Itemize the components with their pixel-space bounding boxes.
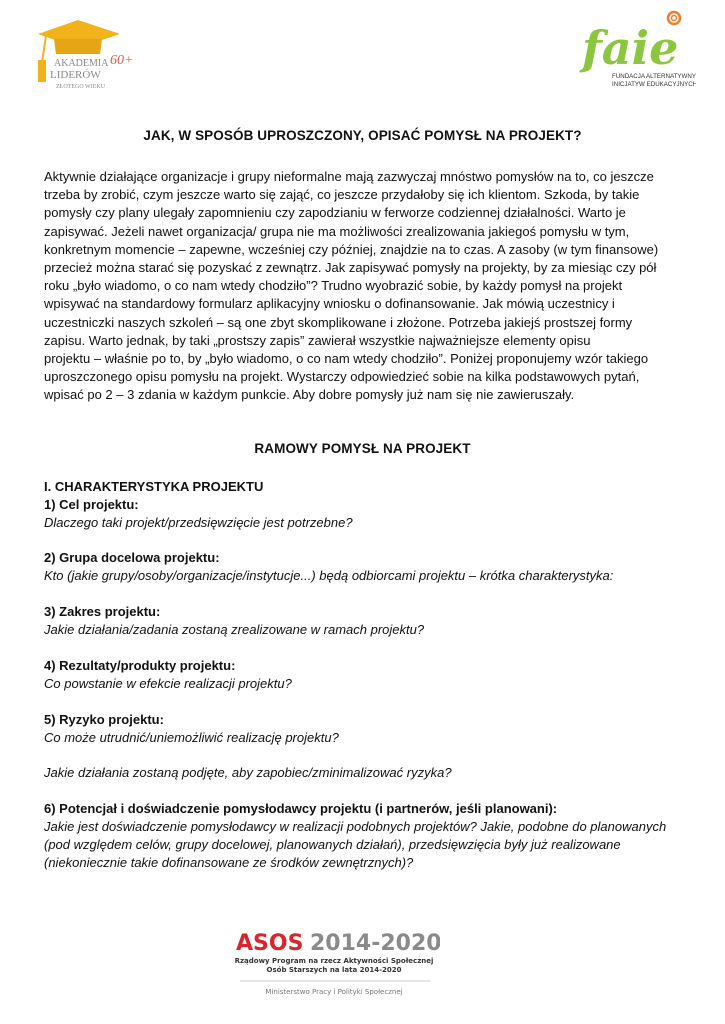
faie-line1: FUNDACJA ALTERNATYWNYCH bbox=[612, 73, 696, 80]
item-question-goal: Dlaczego taki projekt/przedsięwzięcie jest potrzebne? bbox=[44, 515, 353, 530]
intro-line: zapisywać. Jeżeli nawet organizacja/ grupa nie ma możliwości zrealizowania jakiegoś pomysłu w tym, bbox=[44, 223, 630, 239]
item-label-target-group: 2) Grupa docelowa projektu: bbox=[44, 550, 220, 565]
logo-left-line1: AKADEMIA bbox=[54, 58, 109, 69]
logo-left-badge: 60+ bbox=[110, 53, 134, 68]
logo-left-line2: LIDERÓW bbox=[50, 69, 101, 81]
item-scope bbox=[44, 603, 694, 639]
item-results bbox=[44, 657, 694, 693]
intro-line: zapisu. Warto jednak, by taki „prostszy zapis” zawierał wszystkie najważniejsze elementy opisu bbox=[44, 332, 591, 348]
asos-wordmark: ASOS bbox=[236, 931, 304, 956]
section-characteristics bbox=[44, 478, 694, 532]
faie-wordmark: faie bbox=[582, 21, 679, 75]
item-risk bbox=[44, 711, 694, 747]
faie-logo bbox=[578, 8, 696, 96]
asos-program-line1: Rządowy Program na rzecz Aktywności Społecznej bbox=[234, 957, 434, 965]
page-title: JAK, W SPOSÓB UPROSZCZONY, OPISAĆ POMYSŁ NA PROJEKT? bbox=[143, 128, 582, 143]
item-question-target-group: Kto (jakie grupy/osoby/organizacje/instytucje...) będą odbiorcami projektu – krótka charakterystyka: bbox=[44, 568, 614, 583]
intro-line: konkretnym momencie – zapewne, wcześniej czy później, znajdzie na to czas. A zasoby (w tym finansowe) bbox=[44, 241, 659, 257]
subtitle: RAMOWY POMYSŁ NA PROJEKT bbox=[254, 441, 471, 456]
item-question-potential-line: Jakie jest doświadczenie pomysłodawcy w realizacji podobnych projektów? Jakie, podobne do planowanych bbox=[44, 819, 667, 834]
section-heading: I. CHARAKTERYSTYKA PROJEKTU bbox=[44, 479, 264, 494]
item-question-risk-mitigation: Jakie działania zostaną podjęte, aby zapobiec/zminimalizować ryzyka? bbox=[44, 765, 452, 780]
item-question-results: Co powstanie w efekcie realizacji projektu? bbox=[44, 676, 292, 691]
item-question-scope: Jakie działania/zadania zostaną zrealizowane w ramach projektu? bbox=[44, 622, 425, 637]
item-target-group bbox=[44, 549, 694, 585]
item-risk-mitigation bbox=[44, 764, 694, 782]
intro-paragraph bbox=[44, 168, 684, 405]
faie-line2: INICJATYW EDUKACYJNYCH bbox=[612, 81, 696, 88]
asos-logo bbox=[230, 926, 440, 1016]
intro-line: Aktywnie działające organizacje i grupy nieformalne mają zazwyczaj mnóstwo pomysłów na to, co jeszcze bbox=[44, 169, 654, 184]
asos-program-line2: Osób Starszych na lata 2014-2020 bbox=[266, 966, 402, 974]
intro-line: roku „było wiadomo, o co nam wtedy chodziło”? Trudno wyobrazić sobie, by każdy pomysł na projekt bbox=[44, 278, 623, 294]
ministry-label: Ministerstwo Pracy i Polityki Społecznej bbox=[265, 988, 403, 996]
intro-line: wpisać po 2 – 3 zdania w każdym punkcie. Aby dobre pomysły już nam się nie zawieruszały. bbox=[44, 387, 575, 403]
intro-line: trzeba by zrobić, czym jeszcze warto się zająć, co jeszcze przydałoby się ich klientom. Szkoda, by takie bbox=[44, 187, 640, 203]
item-label-goal: 1) Cel projektu: bbox=[44, 497, 139, 512]
item-potential bbox=[44, 800, 694, 872]
asos-years: 2014-2020 bbox=[310, 931, 440, 956]
item-question-potential-line: (pod względem celów, grupy docelowej, planowanych działań), przedsięwzięcia były już realizowane bbox=[44, 837, 621, 852]
intro-line: uproszczonego opisu pomysłu na projekt. Wystarczy odpowiedzieć sobie na kilka podstawowych pytań, bbox=[44, 369, 640, 385]
intro-line: uczestniczki naszych szkoleń – są one zbyt skomplikowane i złożone. Potrzeba jakiejś prostszej formy bbox=[44, 314, 633, 330]
akademia-liderow-logo bbox=[26, 14, 146, 96]
item-question-potential-line: (niekoniecznie takie dofinansowane ze środków zewnętrznych)? bbox=[44, 855, 414, 870]
item-question-risk: Co może utrudnić/uniemożliwić realizację projektu? bbox=[44, 730, 339, 745]
intro-line: przecież można starać się pozyskać z zewnątrz. Jak zapisywać pomysły na projekty, by za miesiąc czy pół bbox=[44, 260, 657, 276]
intro-line: pomysły czy plany ulegały zapomnieniu czy zapodzianiu w ferworze codziennej działalności. Warto je bbox=[44, 205, 626, 221]
item-label-risk: 5) Ryzyko projektu: bbox=[44, 712, 164, 727]
item-label-scope: 3) Zakres projektu: bbox=[44, 604, 161, 619]
intro-line: wpisywać na standardowy formularz aplikacyjny wniosku o dofinansowanie. Jak mówią uczestnicy i bbox=[44, 296, 615, 312]
item-label-results: 4) Rezultaty/produkty projektu: bbox=[44, 658, 236, 673]
intro-line: projektu – właśnie po to, by „było wiadomo, o co nam wtedy chodziło”. Poniżej proponujemy wzór takiego bbox=[44, 351, 649, 367]
item-label-potential: 6) Potencjał i doświadczenie pomysłodawcy projektu (i partnerów, jeśli planowani): bbox=[44, 801, 558, 816]
logo-left-line3: ZŁOTEGO WIEKU bbox=[56, 84, 106, 90]
